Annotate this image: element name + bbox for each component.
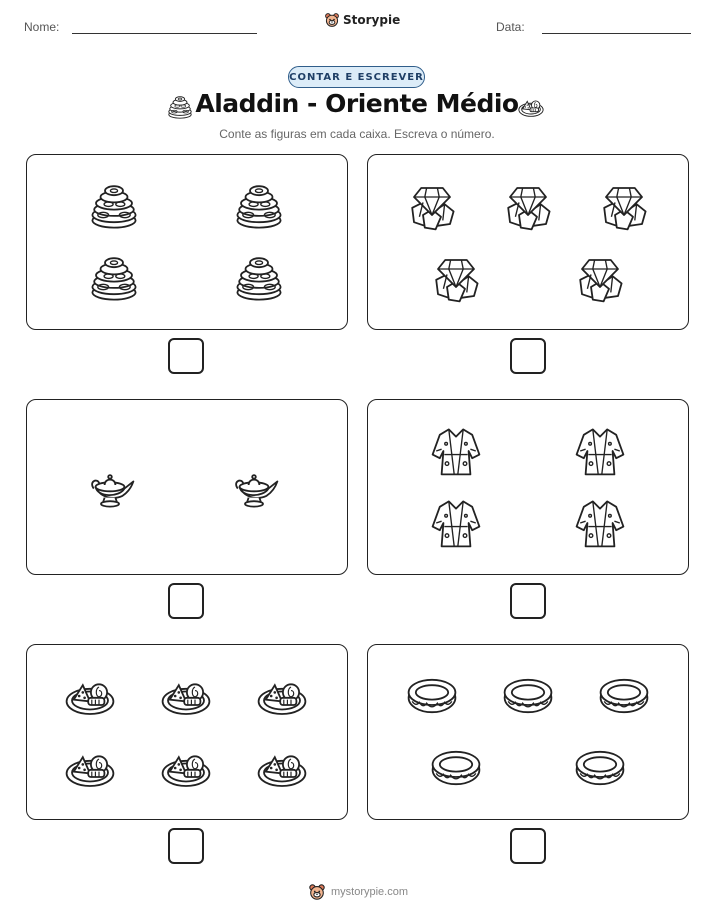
robe-icon <box>429 496 483 550</box>
gem-pile-icon <box>429 251 483 305</box>
food-plate-icon <box>255 669 309 723</box>
bear-icon <box>308 883 326 901</box>
gem-pile-icon <box>501 179 555 233</box>
bracelet-icon <box>429 741 483 795</box>
gem-pile-icon <box>597 179 651 233</box>
answer-box[interactable] <box>168 583 204 619</box>
coin-stack-icon <box>232 251 286 305</box>
name-label: Nome: <box>24 20 60 34</box>
date-line[interactable] <box>542 33 691 34</box>
bracelet-icon <box>573 741 627 795</box>
robe-icon <box>573 424 627 478</box>
coin-stack-icon <box>87 179 141 233</box>
food-plate-icon <box>255 741 309 795</box>
count-panel-robes <box>367 399 689 575</box>
activity-badge: CONTAR E ESCREVER <box>288 66 425 88</box>
food-plate-icon <box>516 93 546 121</box>
brand-logo <box>324 12 400 28</box>
instructions: Conte as figuras em cada caixa. Escreva o número. <box>219 127 495 141</box>
count-panel-lamps <box>26 399 348 575</box>
food-plate-icon <box>63 741 117 795</box>
robe-icon <box>429 424 483 478</box>
count-panel-food <box>26 644 348 820</box>
answer-box[interactable] <box>510 828 546 864</box>
count-panel-bracelets <box>367 644 689 820</box>
name-line[interactable] <box>72 33 257 34</box>
page-title: Aladdin - Oriente Médio <box>195 89 519 118</box>
bear-icon <box>324 12 340 28</box>
footer-url[interactable]: mystorypie.com <box>331 886 409 898</box>
magic-lamp-icon <box>227 458 281 512</box>
date-label: Data: <box>496 20 525 34</box>
food-plate-icon <box>159 669 213 723</box>
count-panel-gems <box>367 154 689 330</box>
food-plate-icon <box>159 741 213 795</box>
robe-icon <box>573 496 627 550</box>
brand-name: Storypie <box>343 13 401 27</box>
answer-box[interactable] <box>510 338 546 374</box>
bracelet-icon <box>597 669 651 723</box>
answer-box[interactable] <box>510 583 546 619</box>
footer <box>308 883 408 901</box>
bracelet-icon <box>405 669 459 723</box>
gem-pile-icon <box>405 179 459 233</box>
answer-box[interactable] <box>168 828 204 864</box>
gem-pile-icon <box>573 251 627 305</box>
coin-stack-icon <box>232 179 286 233</box>
answer-box[interactable] <box>168 338 204 374</box>
magic-lamp-icon <box>83 458 137 512</box>
bracelet-icon <box>501 669 555 723</box>
count-panel-coins <box>26 154 348 330</box>
coin-stack-icon <box>87 251 141 305</box>
food-plate-icon <box>63 669 117 723</box>
